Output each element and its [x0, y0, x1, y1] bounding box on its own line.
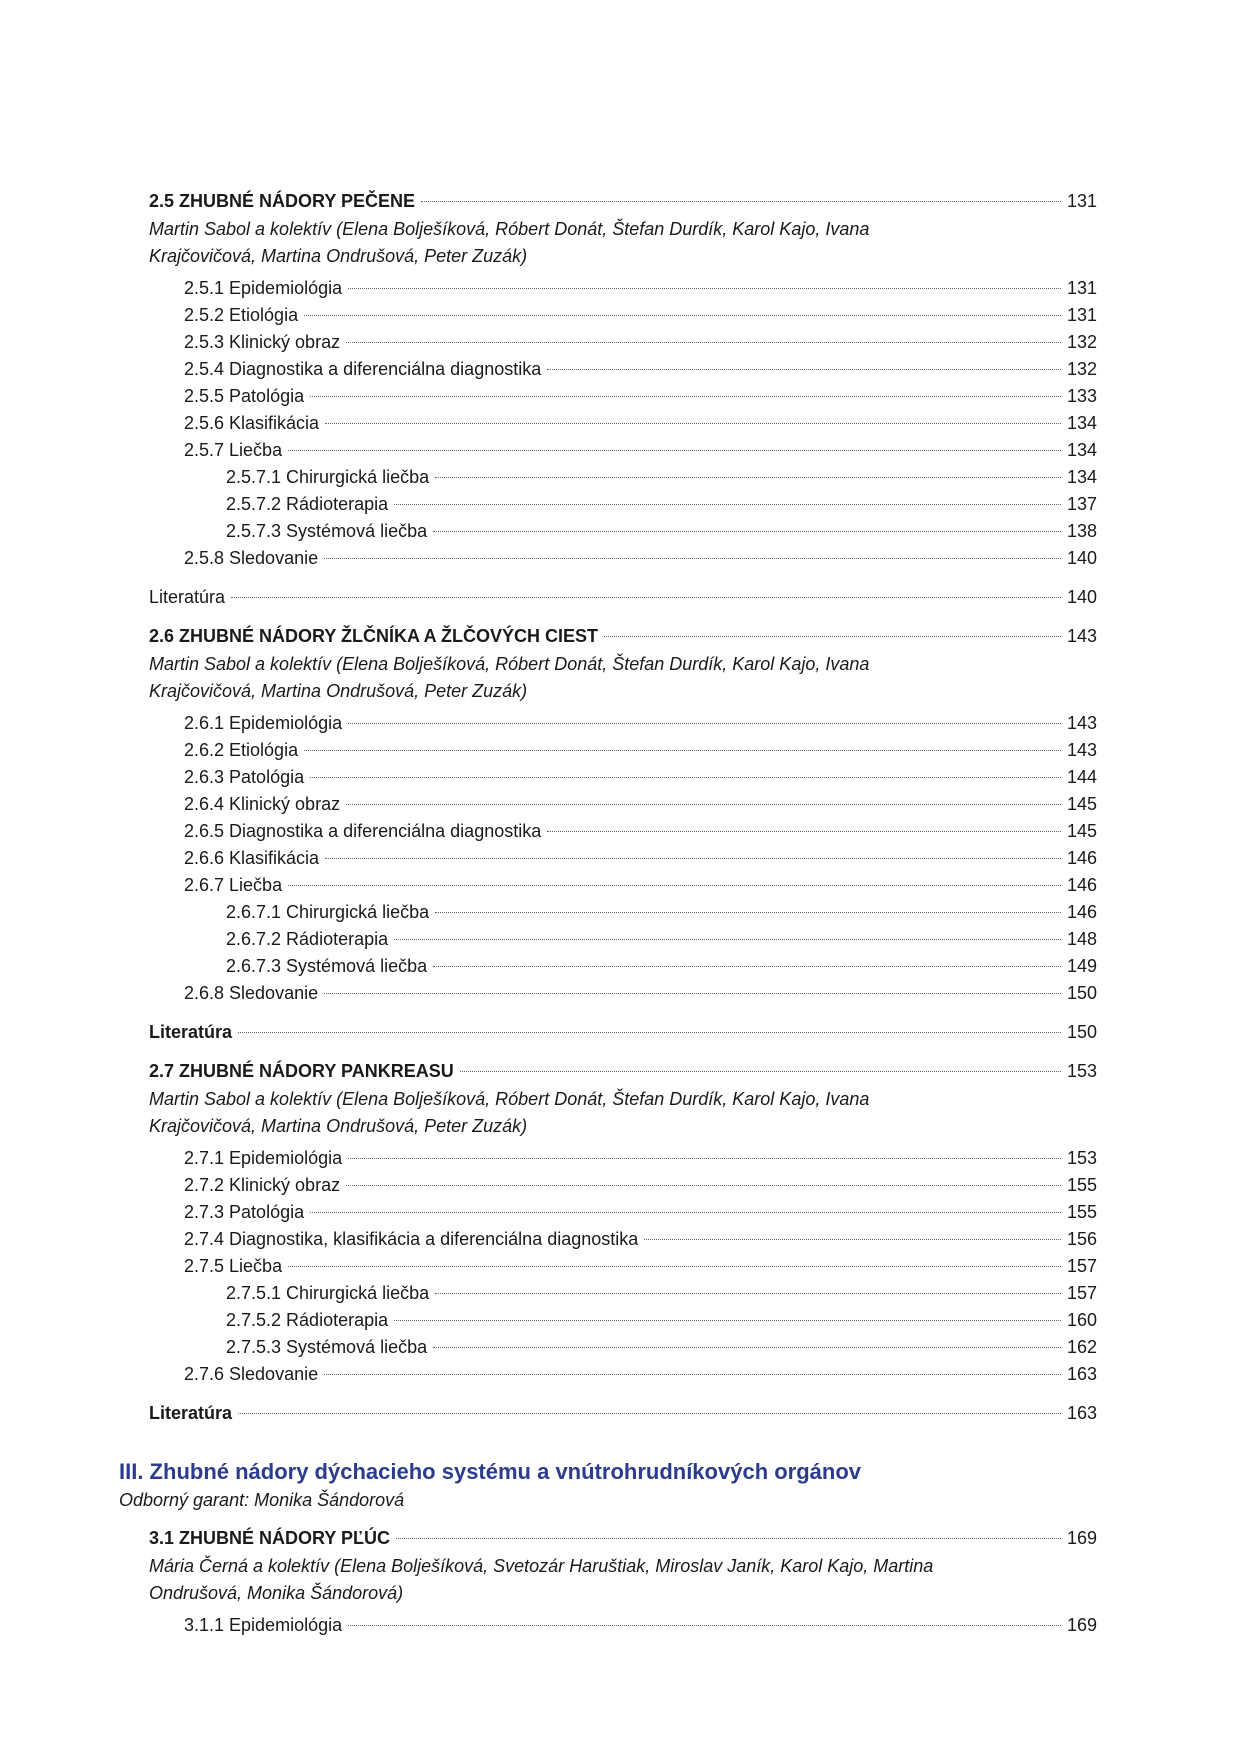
- dot-leader: [310, 777, 1061, 778]
- toc-entry-title: 2.7.5.1 Chirurgická liečba: [226, 1283, 430, 1303]
- toc-page-number: 157: [1067, 1283, 1098, 1303]
- toc-page-number: 150: [1067, 1022, 1098, 1042]
- dot-leader: [325, 423, 1061, 424]
- toc-entry-title: 2.7.2 Klinický obraz: [184, 1175, 341, 1195]
- toc-section-entry[interactable]: [149, 1526, 1098, 1550]
- toc-entry-title: 2.7.4 Diagnostika, klasifikácia a diferenciálna diagnostika: [184, 1229, 639, 1249]
- toc-section-entry[interactable]: [149, 1020, 1098, 1044]
- toc-page-number: 146: [1067, 848, 1098, 868]
- dot-leader: [644, 1239, 1061, 1240]
- dot-leader: [348, 288, 1061, 289]
- toc-entry-title: 2.7.5.2 Rádioterapia: [226, 1310, 389, 1330]
- toc-page-number: 156: [1067, 1229, 1098, 1249]
- toc-section-entry[interactable]: [149, 624, 1098, 648]
- toc-entry[interactable]: [184, 303, 1098, 327]
- toc-entry[interactable]: [184, 738, 1098, 762]
- toc-entry[interactable]: [226, 492, 1098, 516]
- dot-leader: [604, 636, 1061, 637]
- dot-leader: [304, 315, 1061, 316]
- toc-entry-title: 2.5.7.1 Chirurgická liečba: [226, 467, 430, 487]
- toc-section-entry[interactable]: [149, 1059, 1098, 1083]
- toc-page-number: 155: [1067, 1202, 1098, 1222]
- toc-entry-title: 2.6.1 Epidemiológia: [184, 713, 343, 733]
- dot-leader: [394, 939, 1061, 940]
- toc-entry-title: 2.5.5 Patológia: [184, 386, 305, 406]
- toc-entry[interactable]: [184, 357, 1098, 381]
- dot-leader: [324, 558, 1061, 559]
- toc-entry[interactable]: [184, 1362, 1098, 1386]
- toc-page-number: 131: [1067, 305, 1098, 325]
- toc-entry[interactable]: [226, 1308, 1098, 1332]
- toc-page-number: 134: [1067, 440, 1098, 460]
- toc-page-number: 134: [1067, 413, 1098, 433]
- toc-page-number: 145: [1067, 821, 1098, 841]
- toc-entry[interactable]: [184, 411, 1098, 435]
- toc-page-number: 150: [1067, 983, 1098, 1003]
- dot-leader: [435, 912, 1061, 913]
- toc-section-entry[interactable]: [149, 189, 1098, 213]
- toc-entry-title: 2.7.6 Sledovanie: [184, 1364, 319, 1384]
- toc-entry-title: 2.5.3 Klinický obraz: [184, 332, 341, 352]
- toc-entry-title: 2.6.8 Sledovanie: [184, 983, 319, 1003]
- toc-page-number: 169: [1067, 1528, 1098, 1548]
- toc-page-number: 163: [1067, 1403, 1098, 1423]
- dot-leader: [346, 1185, 1061, 1186]
- toc-entry[interactable]: [226, 1335, 1098, 1359]
- dot-leader: [348, 1625, 1061, 1626]
- toc-page-number: 155: [1067, 1175, 1098, 1195]
- toc-entry[interactable]: [184, 981, 1098, 1005]
- toc-entry-title: Literatúra: [149, 1022, 233, 1042]
- toc-page-number: 149: [1067, 956, 1098, 976]
- toc-entry-title: 3.1 ZHUBNÉ NÁDORY PĽÚC: [149, 1528, 391, 1548]
- toc-entry[interactable]: [184, 873, 1098, 897]
- dot-leader: [325, 858, 1061, 859]
- toc-entry-title: 3.1.1 Epidemiológia: [184, 1615, 343, 1635]
- toc-page-number: 134: [1067, 467, 1098, 487]
- toc-entry-title: 2.5.1 Epidemiológia: [184, 278, 343, 298]
- toc-page-number: 160: [1067, 1310, 1098, 1330]
- toc-page-number: 144: [1067, 767, 1098, 787]
- dot-leader: [435, 1293, 1061, 1294]
- toc-section-entry[interactable]: [149, 1401, 1098, 1425]
- toc-entry-title: 2.6.6 Klasifikácia: [184, 848, 320, 868]
- toc-page-number: 146: [1067, 875, 1098, 895]
- dot-leader: [460, 1071, 1061, 1072]
- toc-page-number: 153: [1067, 1148, 1098, 1168]
- dot-leader: [238, 1413, 1061, 1414]
- toc-entry[interactable]: [184, 546, 1098, 570]
- toc-page-number: 137: [1067, 494, 1098, 514]
- dot-leader: [433, 531, 1061, 532]
- toc-page-number: 145: [1067, 794, 1098, 814]
- toc-page-number: 143: [1067, 626, 1098, 646]
- toc-page-number: 148: [1067, 929, 1098, 949]
- toc-entry[interactable]: [184, 711, 1098, 735]
- toc-page-number: 157: [1067, 1256, 1098, 1276]
- dot-leader: [288, 450, 1061, 451]
- dot-leader: [433, 966, 1061, 967]
- toc-page-number: 140: [1067, 587, 1098, 607]
- toc-entry[interactable]: [184, 1146, 1098, 1170]
- toc-entry[interactable]: [226, 927, 1098, 951]
- toc-entry-title: 2.7.5.3 Systémová liečba: [226, 1337, 428, 1357]
- dot-leader: [348, 723, 1061, 724]
- toc-entry-title: 2.6.5 Diagnostika a diferenciálna diagnostika: [184, 821, 542, 841]
- toc-page-number: 143: [1067, 740, 1098, 760]
- toc-entry[interactable]: [184, 438, 1098, 462]
- toc-entry-title: 2.7.3 Patológia: [184, 1202, 305, 1222]
- dot-leader: [421, 201, 1061, 202]
- toc-entry-title: 2.7.5 Liečba: [184, 1256, 283, 1276]
- toc-page-number: 153: [1067, 1061, 1098, 1081]
- toc-entry[interactable]: [184, 846, 1098, 870]
- toc-page-number: 163: [1067, 1364, 1098, 1384]
- toc-page-number: 131: [1067, 191, 1098, 211]
- toc-entry-title: 2.6.4 Klinický obraz: [184, 794, 341, 814]
- dot-leader: [348, 1158, 1061, 1159]
- dot-leader: [231, 597, 1061, 598]
- dot-leader: [346, 804, 1061, 805]
- dot-leader: [346, 342, 1061, 343]
- toc-entry-title: 2.5 ZHUBNÉ NÁDORY PEČENE: [149, 191, 416, 211]
- toc-page-number: 169: [1067, 1615, 1098, 1635]
- toc-entry-title: 2.7 ZHUBNÉ NÁDORY PANKREASU: [149, 1061, 454, 1081]
- part-heading: III. Zhubné nádory dýchacieho systému a vnútrohrudníkových orgánov: [119, 1459, 862, 1484]
- toc-page-number: 162: [1067, 1337, 1098, 1357]
- toc-page-number: 138: [1067, 521, 1098, 541]
- toc-entry-title: 2.5.6 Klasifikácia: [184, 413, 320, 433]
- toc-entry-title: 2.5.7.2 Rádioterapia: [226, 494, 389, 514]
- toc-entry[interactable]: [184, 792, 1098, 816]
- dot-leader: [310, 1212, 1061, 1213]
- toc-page-number: 131: [1067, 278, 1098, 298]
- toc-section-entry[interactable]: [149, 585, 1098, 609]
- toc-entry[interactable]: [184, 819, 1098, 843]
- toc-entry-title: 2.6.7.1 Chirurgická liečba: [226, 902, 430, 922]
- toc-entry[interactable]: [226, 519, 1098, 543]
- toc-entry[interactable]: [184, 384, 1098, 408]
- toc-page-number: 146: [1067, 902, 1098, 922]
- toc-entry[interactable]: [184, 1200, 1098, 1224]
- dot-leader: [324, 1374, 1061, 1375]
- dot-leader: [238, 1032, 1061, 1033]
- toc-page-number: 132: [1067, 332, 1098, 352]
- dot-leader: [547, 369, 1061, 370]
- dot-leader: [394, 504, 1061, 505]
- toc-entry-title: 2.6 ZHUBNÉ NÁDORY ŽLČNÍKA A ŽLČOVÝCH CIEST: [149, 626, 599, 646]
- dot-leader: [394, 1320, 1061, 1321]
- toc-entry[interactable]: [184, 330, 1098, 354]
- dot-leader: [310, 396, 1061, 397]
- toc-entry-title: 2.6.2 Etiológia: [184, 740, 299, 760]
- toc-page-number: 132: [1067, 359, 1098, 379]
- toc-entry-title: 2.7.1 Epidemiológia: [184, 1148, 343, 1168]
- toc-entry[interactable]: [226, 465, 1098, 489]
- toc-entry-title: 2.5.8 Sledovanie: [184, 548, 319, 568]
- toc-entry-title: 2.5.7.3 Systémová liečba: [226, 521, 428, 541]
- toc-entry-title: 2.6.7 Liečba: [184, 875, 283, 895]
- dot-leader: [288, 1266, 1061, 1267]
- chapter-authors: Martin Sabol a kolektív (Elena Bolješíková, Róbert Donát, Štefan Durdík, Karol Kajo, Ivana Krajčovičová, Martina Ondrušová, Peter Zuzák): [149, 219, 870, 266]
- toc-entry[interactable]: [184, 765, 1098, 789]
- toc-entry[interactable]: [184, 1613, 1098, 1637]
- dot-leader: [433, 1347, 1061, 1348]
- part-guarantor: Odborný garant: Monika Šándorová: [119, 1490, 405, 1510]
- toc-entry-title: Literatúra: [149, 1403, 233, 1423]
- chapter-authors: Mária Černá a kolektív (Elena Bolješíková, Svetozár Haruštiak, Miroslav Janík, Karol Kajo, Martina Ondrušová, Monika Šándorová): [149, 1556, 934, 1603]
- toc-page-number: 143: [1067, 713, 1098, 733]
- toc-entry[interactable]: [184, 1254, 1098, 1278]
- dot-leader: [547, 831, 1061, 832]
- toc-entry-title: 2.6.7.3 Systémová liečba: [226, 956, 428, 976]
- toc-entry[interactable]: [184, 1173, 1098, 1197]
- chapter-authors: Martin Sabol a kolektív (Elena Bolješíková, Róbert Donát, Štefan Durdík, Karol Kajo, Ivana Krajčovičová, Martina Ondrušová, Peter Zuzák): [149, 1089, 870, 1136]
- toc-page-number: 133: [1067, 386, 1098, 406]
- chapter-authors: Martin Sabol a kolektív (Elena Bolješíková, Róbert Donát, Štefan Durdík, Karol Kajo, Ivana Krajčovičová, Martina Ondrušová, Peter Zuzák): [149, 654, 870, 701]
- toc-entry-title: 2.6.7.2 Rádioterapia: [226, 929, 389, 949]
- toc-entry-title: 2.6.3 Patológia: [184, 767, 305, 787]
- toc-entry[interactable]: [184, 276, 1098, 300]
- dot-leader: [304, 750, 1061, 751]
- dot-leader: [324, 993, 1061, 994]
- toc-entry[interactable]: [226, 954, 1098, 978]
- toc-entry[interactable]: [226, 900, 1098, 924]
- toc-entry[interactable]: [226, 1281, 1098, 1305]
- dot-leader: [435, 477, 1061, 478]
- dot-leader: [288, 885, 1061, 886]
- toc-entry-title: 2.5.2 Etiológia: [184, 305, 299, 325]
- toc-entry[interactable]: [184, 1227, 1098, 1251]
- toc-entry-title: 2.5.4 Diagnostika a diferenciálna diagnostika: [184, 359, 542, 379]
- toc-entry-title: Literatúra: [149, 587, 226, 607]
- toc-entry-title: 2.5.7 Liečba: [184, 440, 283, 460]
- toc-page-number: 140: [1067, 548, 1098, 568]
- dot-leader: [396, 1538, 1061, 1539]
